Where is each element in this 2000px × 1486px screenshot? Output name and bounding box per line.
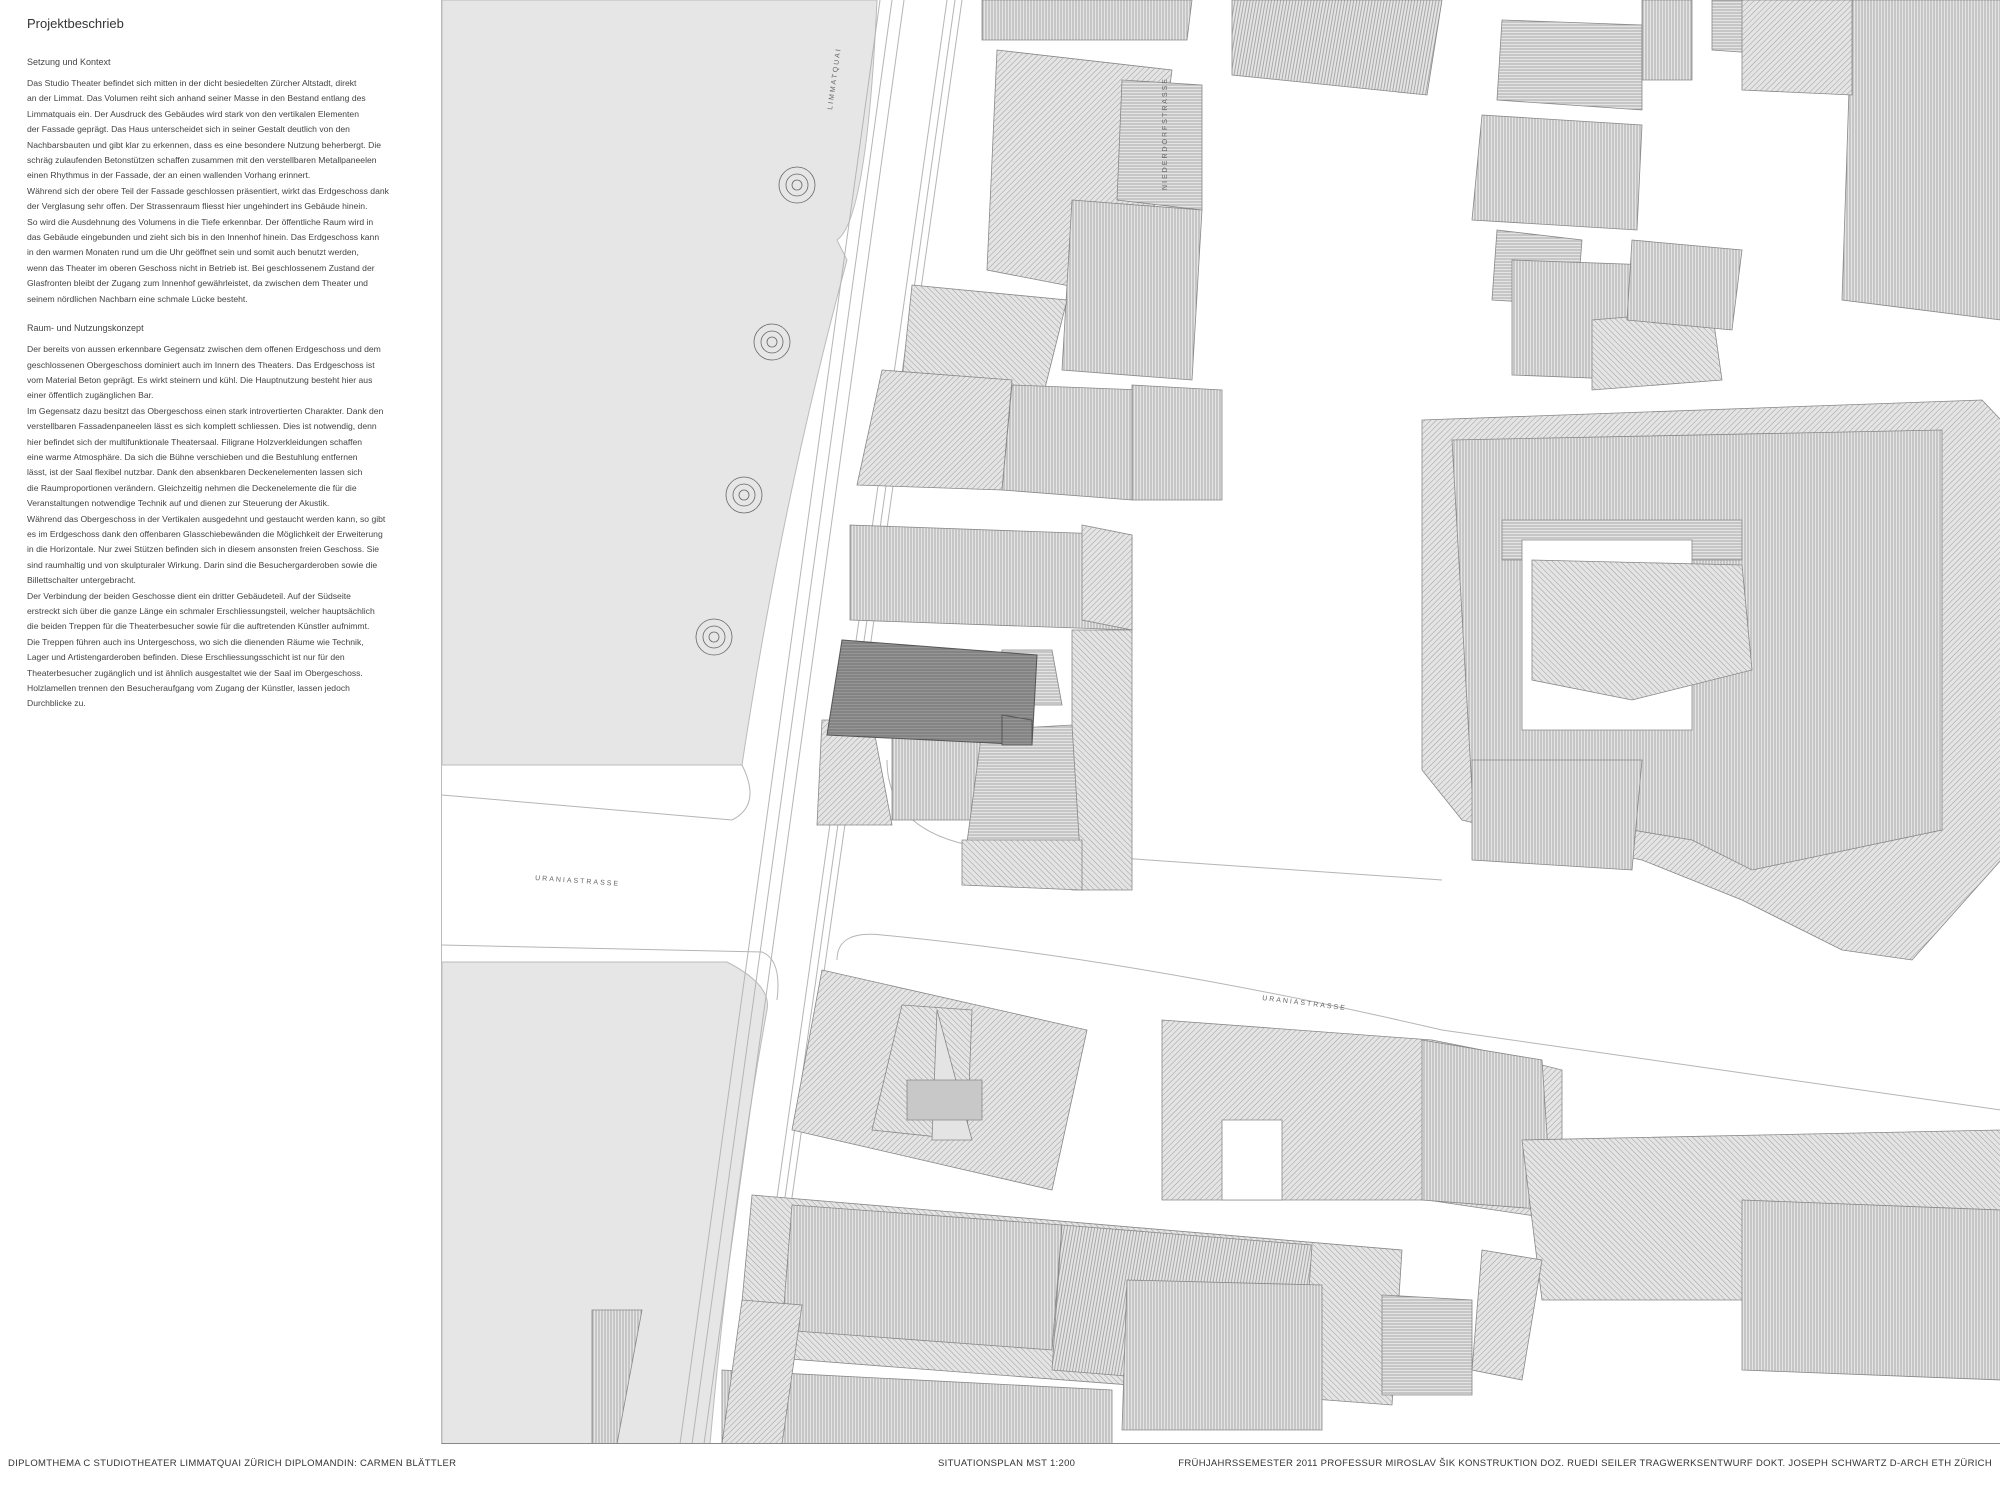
footer-credits: FRÜHJAHRSSEMESTER 2011 PROFESSUR MIROSLAV ŠIK KONSTRUKTION DOZ. RUEDI SEILER TRAGWERKSENTWURF DOKT. JOSEPH SCHWARTZ D-ARCH ETH ZÜRICH <box>1178 1458 1992 1469</box>
section-text-line: der Fassade geprägt. Das Haus unterscheidet sich in seiner Gestalt deutlich von den <box>27 124 350 135</box>
section-text-line: Theaterbesucher zugänglich und ist ähnlich ausgestaltet wie der Saal im Obergeschoss. <box>27 667 363 678</box>
section-text-line: verstellbaren Fassadenpaneelen lässt es sich komplett schliessen. Dies ist notwendig, denn <box>27 421 377 432</box>
section-heading: Setzung und Kontext <box>27 57 111 67</box>
section-text-line: Billettschalter untergebracht. <box>27 575 136 586</box>
section-text-line: Die Treppen führen auch ins Untergeschoss, wo sich die dienenden Räume wie Technik, <box>27 636 364 647</box>
section-text-line: sind raumhaltig und von skulpturaler Wirkung. Darin sind die Besuchergarderoben sowie die <box>27 559 378 570</box>
section-text-line: seinem nördlichen Nachbarn eine schmale Lücke besteht. <box>27 293 248 304</box>
section-text-line: die beiden Treppen für die Theaterbesucher sowie für die auftretenden Künstler aufnimmt. <box>27 621 370 632</box>
footer-project-info: DIPLOMTHEMA C STUDIOTHEATER LIMMATQUAI ZÜRICH DIPLOMANDIN: CARMEN BLÄTTLER <box>8 1458 457 1469</box>
street-label-uraniastrasse-east: URANIASTRASSE <box>1261 995 1348 1013</box>
section-text-line: vom Material Beton geprägt. Es wirkt steinern und kühl. Die Hauptnutzung besteht hier aus <box>27 374 373 385</box>
section-text-line: in den warmen Monaten rund um die Uhr geöffnet sein und somit auch benutzt werden, <box>27 247 359 258</box>
section-text-line: der Verglasung sehr offen. Der Strassenraum fliesst hier ungehindert ins Gebäude hinein. <box>27 201 368 212</box>
section-text-line: das Gebäude eingebunden und zieht sich bis in den Innenhof hinein. Das Erdgeschoss kann <box>27 232 380 243</box>
section-text-line: Der Verbindung der beiden Geschosse dient ein dritter Gebäudeteil. Auf der Südseite <box>27 590 351 601</box>
site-plan-map <box>441 0 2000 1444</box>
section-text-line: Während das Obergeschoss in der Vertikalen ausgedehnt und gestaucht werden kann, so gibt <box>27 513 386 524</box>
section-text-line: geschlossenen Obergeschoss dominiert auch im Innern des Theaters. Das Erdgeschoss ist <box>27 359 375 370</box>
section-text-line: wenn das Theater im oberen Geschoss nicht in Betrieb ist. Bei geschlossenem Zustand der <box>27 262 375 273</box>
section-text-line: Limmatquais ein. Der Ausdruck des Gebäudes wird stark von den vertikalen Elementen <box>27 108 359 119</box>
section-text-line: es im Erdgeschoss dank den offenbaren Glasschiebewänden die Möglichkeit der Erweiterung <box>27 528 383 539</box>
section-text-line: lässt, ist der Saal flexibel nutzbar. Dank den absenkbaren Deckenelementen lassen sich <box>27 467 363 478</box>
section-text-line: Durchblicke zu. <box>27 698 86 709</box>
section-text-line: einen Rhythmus in der Fassade, der an einen wallenden Vorhang erinnert. <box>27 170 311 181</box>
street-label-limmatquai: LIMMATQUAI <box>827 46 843 111</box>
section-text-line: hier befindet sich der multifunktionale Theatersaal. Filigrane Holzverkleidungen schaffen <box>27 436 363 447</box>
footer-drawing-title: SITUATIONSPLAN MST 1:200 <box>938 1458 1076 1469</box>
section-body <box>27 76 421 307</box>
sheet-footer <box>0 1458 2000 1478</box>
section-text-line: einer öffentlich zugänglichen Bar. <box>27 390 154 401</box>
section-text-line: Nachbarsbauten und gibt klar zu erkennen, dass es eine besondere Nutzung beherbergt. Die <box>27 139 382 150</box>
section-body <box>27 342 421 712</box>
section-text-line: Veranstaltungen notwendige Technik auf und dienen zur Steuerung der Akustik. <box>27 498 330 509</box>
section-text-line: So wird die Ausdehnung des Volumens in die Tiefe erkennbar. Der öffentliche Raum wird in <box>27 216 374 227</box>
section-text-line: Der bereits von aussen erkennbare Gegensatz zwischen dem offenen Erdgeschoss und dem <box>27 344 381 355</box>
description-sections <box>27 57 421 712</box>
section-text-line: Glasfronten bleibt der Zugang zum Innenhof gewährleistet, da zwischen dem Theater und <box>27 278 368 289</box>
section-text-line: Das Studio Theater befindet sich mitten in der dicht besiedelten Zürcher Altstadt, direkt <box>27 78 357 88</box>
section-text-line: Holzlamellen trennen den Besucheraufgang vom Zugang der Künstler, lassen jedoch <box>27 683 350 694</box>
section-text-line: Im Gegensatz dazu besitzt das Obergeschoss einen stark introvertierten Charakter. Dank den <box>27 405 384 416</box>
section-text-line: Lager und Artistengarderoben befinden. Diese Erschliessungsschicht ist nur für den <box>27 652 345 663</box>
project-description-panel <box>0 0 441 1444</box>
section-text-line: die Raumproportionen verändern. Gleichzeitig nehmen die Deckenelemente die für die <box>27 482 357 493</box>
section-text-line: an der Limmat. Das Volumen reiht sich anhand seiner Masse in den Bestand entlang des <box>27 93 366 104</box>
section-text-line: schräg zulaufenden Betonstützen schaffen zusammen mit den verstellbaren Metallpaneelen <box>27 155 377 166</box>
section-heading: Raum- und Nutzungskonzept <box>27 323 144 334</box>
section-text-line: Während sich der obere Teil der Fassade geschlossen präsentiert, wirkt das Erdgeschoss dank <box>27 185 389 196</box>
section-text-line: in die Horizontale. Nur zwei Stützen befinden sich in diesem ansonsten freien Geschoss. Sie <box>27 544 380 555</box>
panel-title: Projektbeschrieb <box>27 16 124 31</box>
street-label-uraniastrasse-west: URANIASTRASSE <box>534 875 621 888</box>
section-text-line: erstreckt sich über die ganze Länge ein schmaler Erschliessungsteil, welcher hauptsächlich <box>27 606 375 616</box>
street-label-niederdorfstrasse: NIEDERDORFSTRASSE <box>1162 77 1169 190</box>
section-text-line: eine warme Atmosphäre. Da sich die Bühne verschieben und die Bestuhlung entfernen <box>27 451 358 462</box>
